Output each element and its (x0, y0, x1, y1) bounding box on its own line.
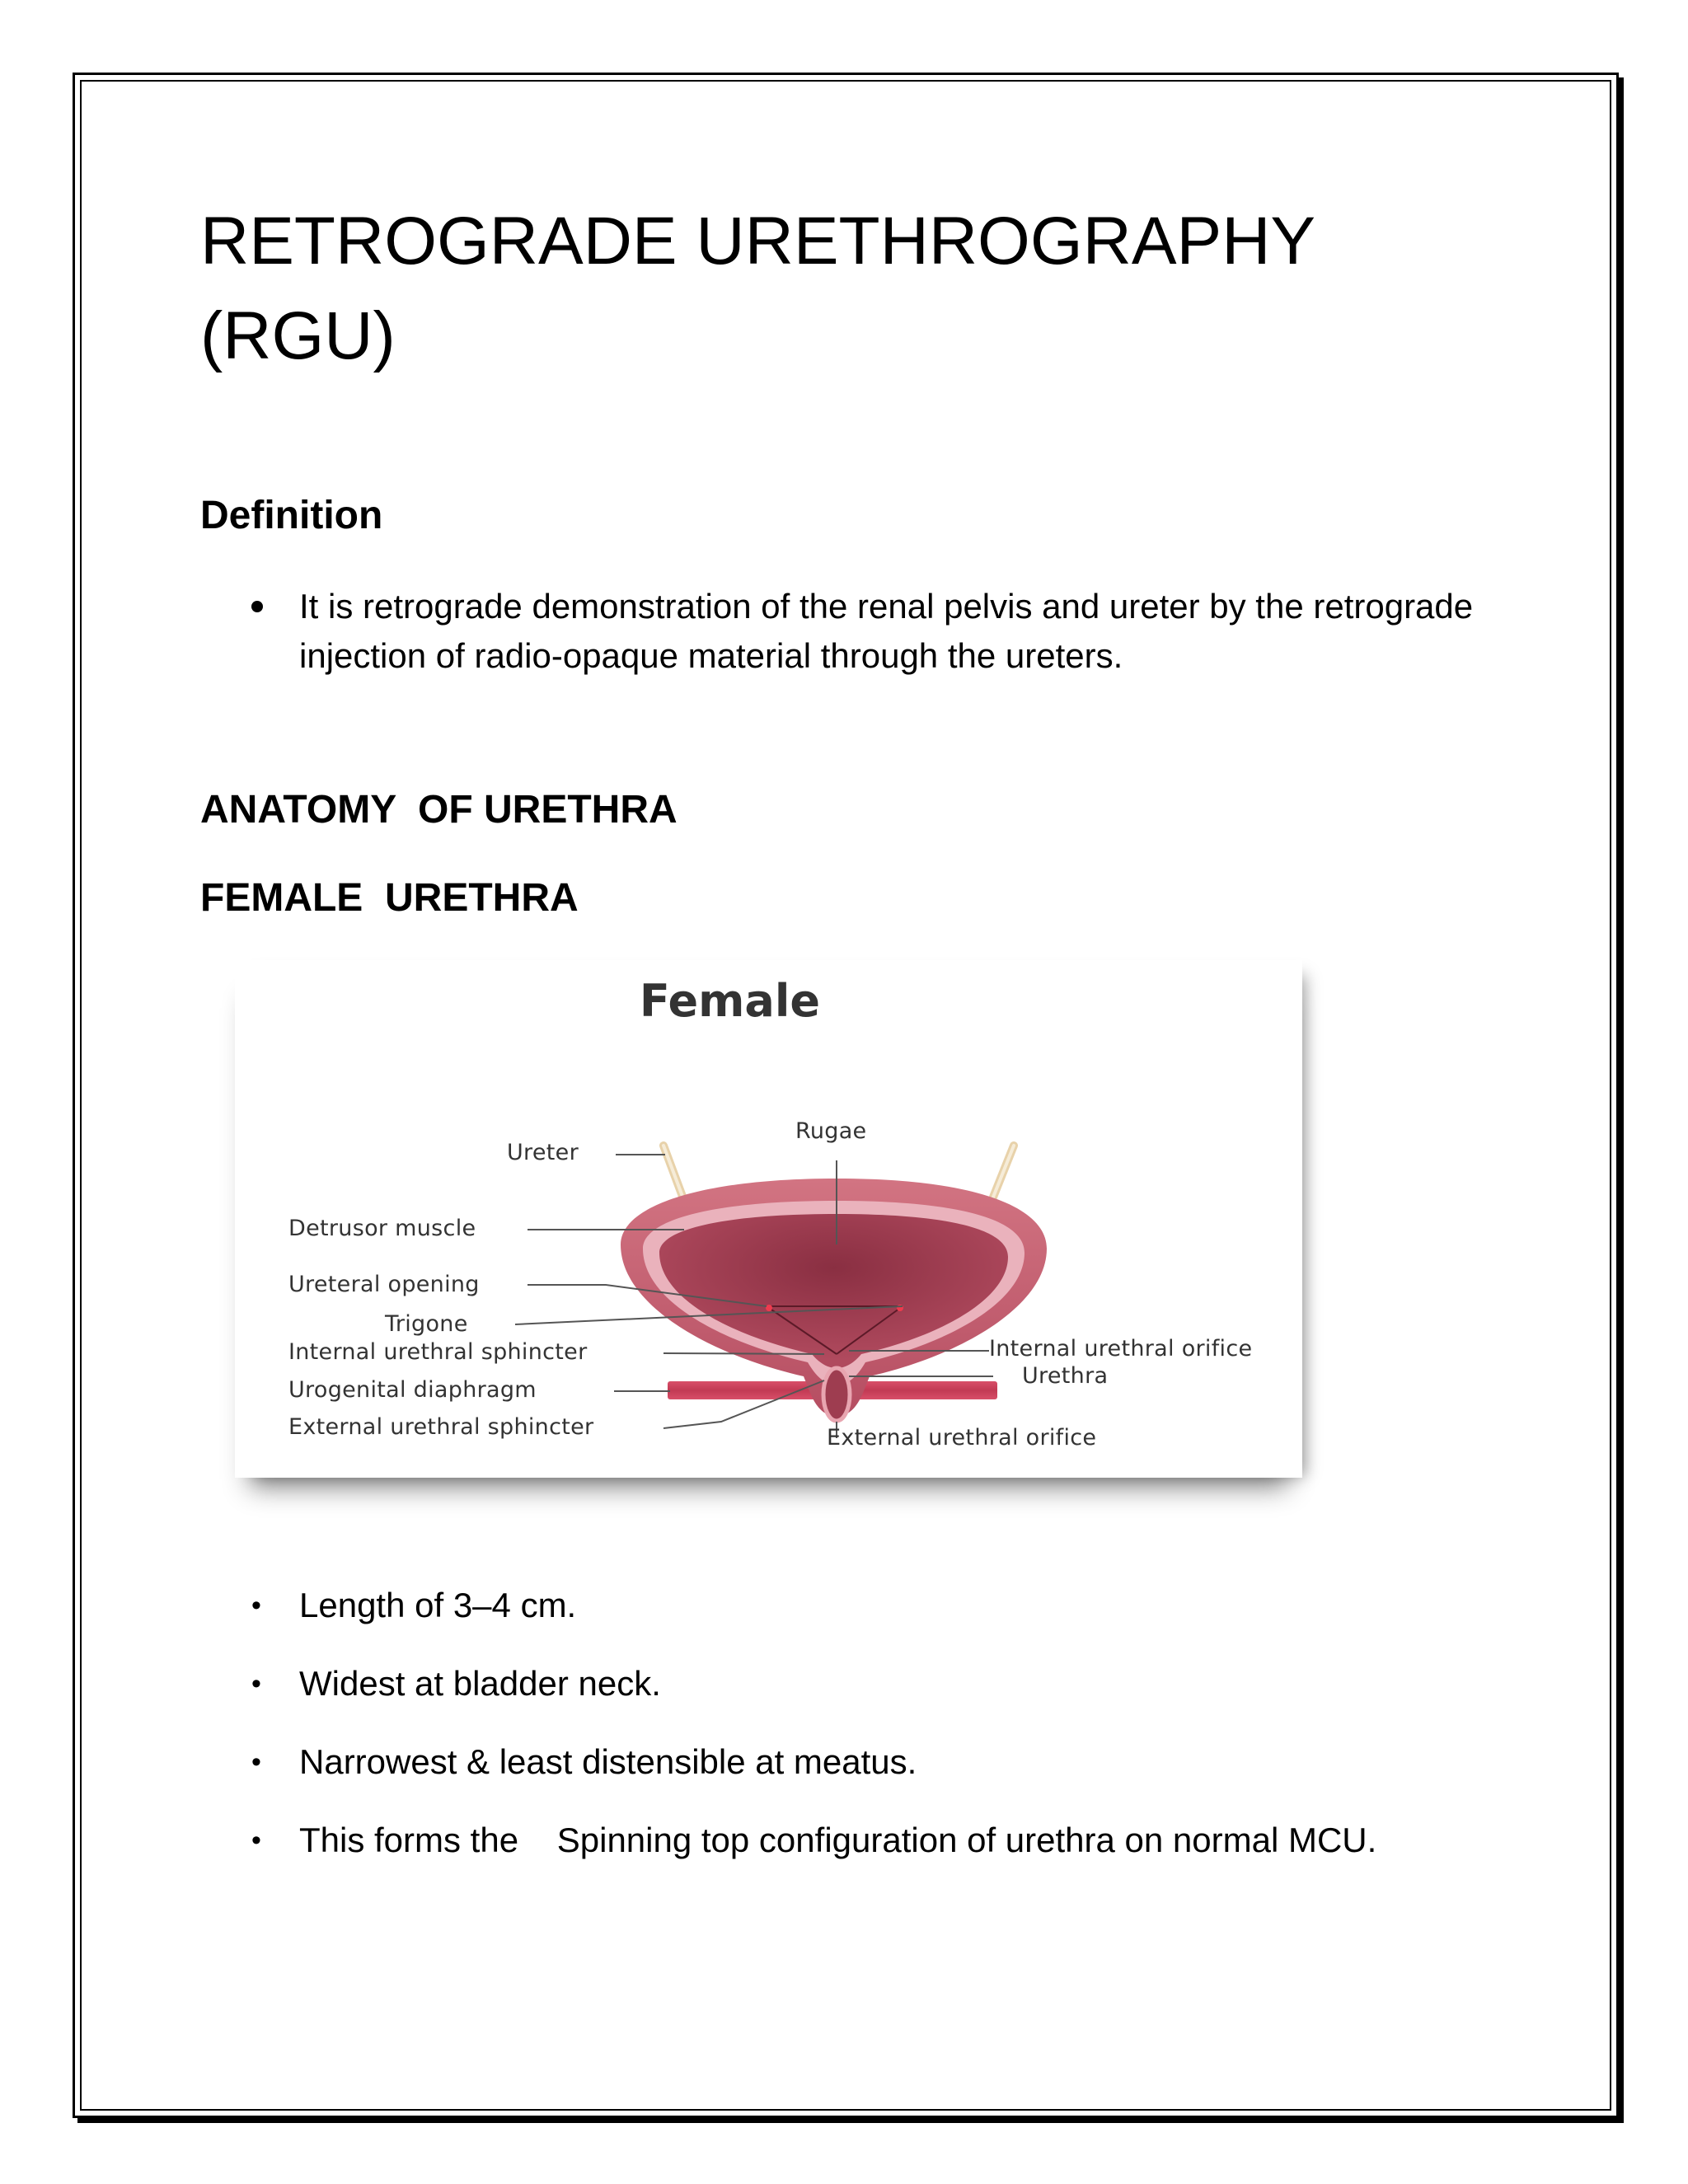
bullet-icon: • (251, 1668, 261, 1699)
female-urethra-facts (200, 1581, 1560, 1894)
bullet-dot-icon (251, 601, 263, 612)
label-urogenital-diaphragm: Urogenital diaphragm (288, 1377, 537, 1403)
label-external-urethral-sphincter: External urethral sphincter (288, 1414, 594, 1440)
bullet-icon: • (251, 1825, 261, 1856)
fact-item (200, 1737, 1560, 1816)
label-external-urethral-orifice: External urethral orifice (827, 1425, 1097, 1451)
fact-text: Widest at bladder neck. (299, 1664, 661, 1703)
fact-text: Narrowest & least distensible at meatus. (299, 1742, 917, 1781)
label-urethra: Urethra (1022, 1363, 1109, 1389)
bullet-icon: • (251, 1746, 261, 1778)
label-rugae: Rugae (795, 1118, 867, 1144)
fact-item (200, 1581, 1560, 1659)
label-trigone: Trigone (385, 1311, 468, 1337)
label-ureter: Ureter (507, 1140, 579, 1165)
definition-text: It is retrograde demonstration of the renal pelvis and ureter by the retrograde injection of radio-opaque material through the ureters. (299, 587, 1474, 675)
definition-item (200, 582, 1478, 681)
fact-text: This forms the Spinning top configuration of urethra on normal MCU. (299, 1821, 1377, 1859)
label-detrusor-muscle: Detrusor muscle (288, 1216, 476, 1241)
definition-list (200, 582, 1478, 681)
anatomy-heading: ANATOMY OF URETHRA (200, 788, 678, 832)
fact-item (200, 1816, 1560, 1894)
label-ureteral-opening: Ureteral opening (288, 1272, 480, 1297)
female-bladder-diagram (235, 960, 1302, 1478)
label-internal-urethral-orifice: Internal urethral orifice (989, 1336, 1253, 1361)
fact-text: Length of 3–4 cm. (299, 1586, 577, 1624)
fact-item (200, 1659, 1560, 1737)
definition-heading: Definition (200, 494, 383, 537)
urethra-canal (823, 1368, 850, 1421)
female-urethra-heading: FEMALE URETHRA (200, 876, 579, 920)
label-internal-urethral-sphincter: Internal urethral sphincter (288, 1339, 588, 1365)
document-title: RETROGRADE URETHROGRAPHY (RGU) (200, 204, 1315, 373)
figure-title: Female (639, 975, 820, 1027)
bullet-icon: • (251, 1590, 261, 1621)
